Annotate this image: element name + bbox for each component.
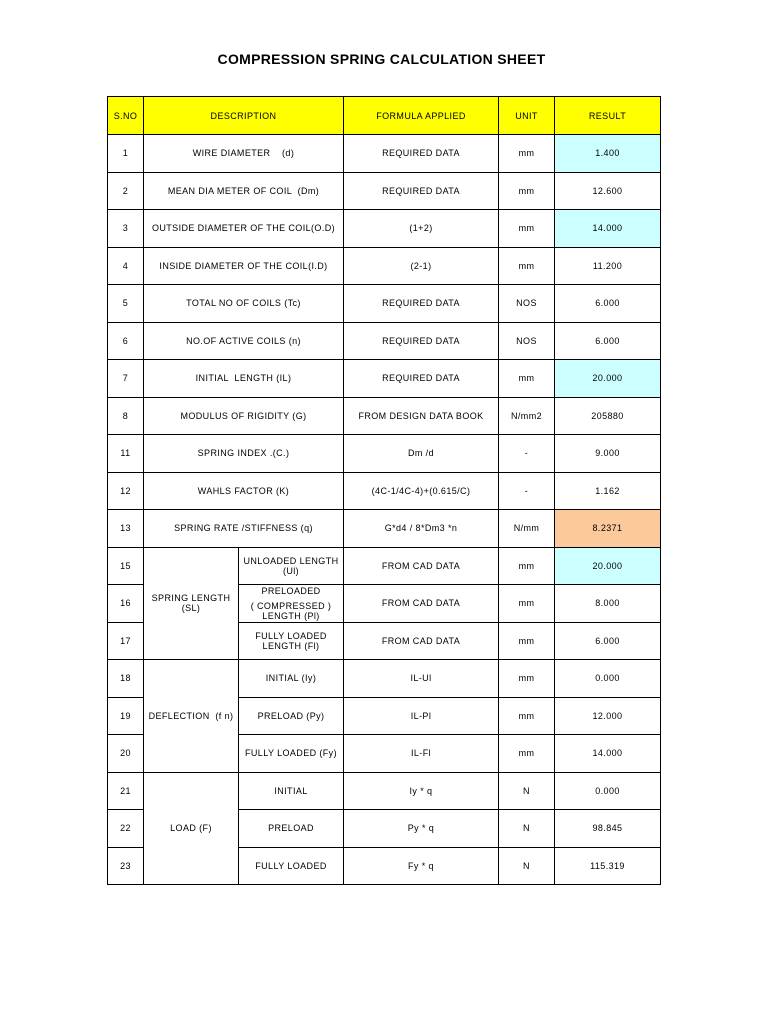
sheet-title: COMPRESSION SPRING CALCULATION SHEET [217,51,546,67]
row-sno: 20 [108,735,144,773]
table-row [108,210,661,248]
table-row [108,247,661,285]
row-result: 98.845 [555,810,661,848]
row-formula: REQUIRED DATA [344,172,499,210]
row-unit: NOS [499,322,555,360]
row-formula: Fy * q [344,847,499,885]
row-unit: mm [499,660,555,698]
row-unit: N [499,810,555,848]
header-result: RESULT [555,97,661,135]
row-description: NO.OF ACTIVE COILS (n) [144,322,344,360]
table-row [108,660,661,698]
row-sno: 6 [108,322,144,360]
row-result: 20.000 [555,360,661,398]
row-formula: REQUIRED DATA [344,285,499,323]
row-description: SPRING RATE /STIFFNESS (q) [144,510,344,548]
row-sno: 5 [108,285,144,323]
table-row [108,547,661,585]
table-row [108,397,661,435]
row-sno: 23 [108,847,144,885]
row-result: 9.000 [555,435,661,473]
table-row [108,510,661,548]
row-result: 8.2371 [555,510,661,548]
row-result: 0.000 [555,660,661,698]
row-result: 20.000 [555,547,661,585]
row-sno: 8 [108,397,144,435]
row-result: 1.400 [555,135,661,173]
row-description: OUTSIDE DIAMETER OF THE COIL(O.D) [144,210,344,248]
row-unit: mm [499,585,555,623]
row-formula: Iy * q [344,772,499,810]
row-sno: 11 [108,435,144,473]
table-row [108,285,661,323]
row-description: WIRE DIAMETER (d) [144,135,344,173]
row-unit: N [499,772,555,810]
header-row [108,97,661,135]
row-subdescription [239,585,344,623]
row-unit: - [499,472,555,510]
table-row [108,772,661,810]
row-formula: (4C-1/4C-4)+(0.615/C) [344,472,499,510]
row-unit: mm [499,247,555,285]
row-formula: (2-1) [344,247,499,285]
row-formula: FROM CAD DATA [344,547,499,585]
row-sno: 18 [108,660,144,698]
row-formula: G*d4 / 8*Dm3 *n [344,510,499,548]
row-subdescription: INITIAL (Iy) [239,660,344,698]
row-unit: mm [499,210,555,248]
row-description: INSIDE DIAMETER OF THE COIL(I.D) [144,247,344,285]
group-label-line: SPRING LENGTH [151,593,231,604]
group-label-load: LOAD (F) [144,772,239,885]
row-formula: FROM CAD DATA [344,622,499,660]
row-formula: REQUIRED DATA [344,135,499,173]
row-subdescription: FULLY LOADED [239,847,344,885]
row-sno: 7 [108,360,144,398]
row-result: 115.319 [555,847,661,885]
row-formula: (1+2) [344,210,499,248]
row-sno: 22 [108,810,144,848]
row-formula: FROM CAD DATA [344,585,499,623]
row-unit: mm [499,360,555,398]
row-unit: N/mm2 [499,397,555,435]
row-unit: mm [499,622,555,660]
row-description: MEAN DIA METER OF COIL (Dm) [144,172,344,210]
row-result: 6.000 [555,322,661,360]
table-row [108,360,661,398]
row-result: 6.000 [555,622,661,660]
row-result: 8.000 [555,585,661,623]
row-formula: FROM DESIGN DATA BOOK [344,397,499,435]
row-unit: - [499,435,555,473]
row-result: 205880 [555,397,661,435]
header-sno: S.NO [108,97,144,135]
sub-line: LENGTH (Pl) [262,610,320,621]
row-formula: REQUIRED DATA [344,322,499,360]
row-sno: 2 [108,172,144,210]
row-subdescription: UNLOADED LENGTH (Ul) [239,547,344,585]
row-sno: 1 [108,135,144,173]
row-description: INITIAL LENGTH (IL) [144,360,344,398]
row-formula: Dm /d [344,435,499,473]
calculation-table [107,96,661,885]
group-label-spring-length [144,547,239,660]
row-description: MODULUS OF RIGIDITY (G) [144,397,344,435]
row-sno: 13 [108,510,144,548]
row-subdescription: PRELOAD [239,810,344,848]
row-formula: Py * q [344,810,499,848]
group-label-deflection: DEFLECTION (f n) [144,660,239,773]
sub-line: PRELOADED [261,585,321,596]
row-description: WAHLS FACTOR (K) [144,472,344,510]
row-result: 1.162 [555,472,661,510]
row-sno: 4 [108,247,144,285]
row-formula: IL-Ul [344,660,499,698]
row-result: 0.000 [555,772,661,810]
row-unit: N [499,847,555,885]
table-row [108,172,661,210]
row-result: 6.000 [555,285,661,323]
row-unit: mm [499,697,555,735]
row-unit: mm [499,735,555,773]
row-unit: NOS [499,285,555,323]
row-subdescription: FULLY LOADED (Fy) [239,735,344,773]
table-row [108,322,661,360]
row-sno: 12 [108,472,144,510]
row-result: 14.000 [555,210,661,248]
row-result: 12.600 [555,172,661,210]
row-unit: mm [499,172,555,210]
row-formula: IL-Pl [344,697,499,735]
row-unit: mm [499,135,555,173]
table-row [108,472,661,510]
header-formula: FORMULA APPLIED [344,97,499,135]
table-row [108,135,661,173]
group-label-line: (SL) [181,603,201,614]
row-unit: N/mm [499,510,555,548]
row-sno: 19 [108,697,144,735]
header-unit: UNIT [499,97,555,135]
row-result: 14.000 [555,735,661,773]
sub-line: ( COMPRESSED ) [250,600,332,611]
row-sno: 15 [108,547,144,585]
row-sno: 21 [108,772,144,810]
row-sno: 3 [108,210,144,248]
row-sno: 17 [108,622,144,660]
row-formula: IL-Fl [344,735,499,773]
row-formula: REQUIRED DATA [344,360,499,398]
row-subdescription: INITIAL [239,772,344,810]
row-description: TOTAL NO OF COILS (Tc) [144,285,344,323]
row-result: 12.000 [555,697,661,735]
table-row [108,435,661,473]
row-sno: 16 [108,585,144,623]
row-result: 11.200 [555,247,661,285]
row-subdescription: PRELOAD (Py) [239,697,344,735]
row-subdescription: FULLY LOADED LENGTH (Fl) [239,622,344,660]
header-description: DESCRIPTION [144,97,344,135]
row-description: SPRING INDEX .(C.) [144,435,344,473]
row-unit: mm [499,547,555,585]
